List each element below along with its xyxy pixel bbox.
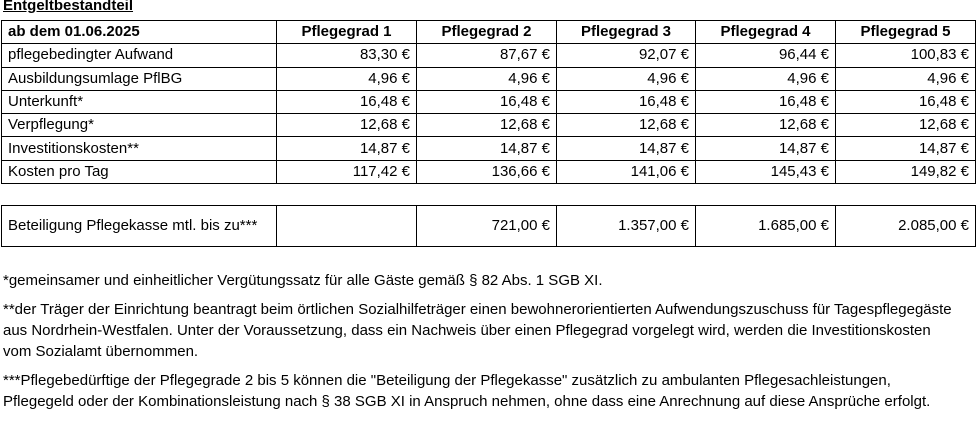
grade-header: Pflegegrad 3 xyxy=(557,21,696,44)
row-label: Kosten pro Tag xyxy=(2,160,277,183)
cell-value: 14,87 € xyxy=(277,137,417,160)
cell-value: 14,87 € xyxy=(557,137,696,160)
footnote-1: *gemeinsamer und einheitlicher Vergütungssatz für alle Gäste gemäß § 82 Abs. 1 SGB XI. xyxy=(3,272,603,289)
price-table xyxy=(1,20,976,184)
row-label: pflegebedingter Aufwand xyxy=(2,44,277,67)
cell-value: 87,67 € xyxy=(417,44,557,67)
cell-value: 4,96 € xyxy=(836,67,976,90)
contribution-table xyxy=(1,205,976,247)
section-heading: Entgeltbestandteil xyxy=(3,0,134,14)
table-row xyxy=(2,90,976,113)
table-row xyxy=(2,67,976,90)
cell-value: 83,30 € xyxy=(277,44,417,67)
cell-value: 96,44 € xyxy=(696,44,836,67)
cell-value: 145,43 € xyxy=(696,160,836,183)
table-row xyxy=(2,114,976,137)
cell-value: 2.085,00 € xyxy=(836,206,976,247)
cell-value: 136,66 € xyxy=(417,160,557,183)
cell-value: 141,06 € xyxy=(557,160,696,183)
row-label: Beteiligung Pflegekasse mtl. bis zu*** xyxy=(2,206,277,247)
grade-header: Pflegegrad 4 xyxy=(696,21,836,44)
cell-value: 12,68 € xyxy=(557,114,696,137)
cell-value: 16,48 € xyxy=(557,90,696,113)
contribution-row xyxy=(2,206,976,247)
table-row xyxy=(2,44,976,67)
cell-value: 16,48 € xyxy=(417,90,557,113)
cell-value: 16,48 € xyxy=(696,90,836,113)
date-header: ab dem 01.06.2025 xyxy=(2,21,277,44)
row-label: Ausbildungsumlage PflBG xyxy=(2,67,277,90)
cell-value: 16,48 € xyxy=(836,90,976,113)
cell-value: 12,68 € xyxy=(836,114,976,137)
grade-header: Pflegegrad 2 xyxy=(417,21,557,44)
cell-value: 100,83 € xyxy=(836,44,976,67)
cell-value: 4,96 € xyxy=(696,67,836,90)
table-header-row xyxy=(2,21,976,44)
cell-value: 117,42 € xyxy=(277,160,417,183)
price-table-body xyxy=(2,21,976,184)
row-label: Unterkunft* xyxy=(2,90,277,113)
cell-value: 14,87 € xyxy=(417,137,557,160)
cell-value xyxy=(277,206,417,247)
cell-value: 14,87 € xyxy=(696,137,836,160)
cell-value: 16,48 € xyxy=(277,90,417,113)
table-row xyxy=(2,137,976,160)
cell-value: 12,68 € xyxy=(417,114,557,137)
grade-header: Pflegegrad 1 xyxy=(277,21,417,44)
cell-value: 4,96 € xyxy=(417,67,557,90)
cell-value: 92,07 € xyxy=(557,44,696,67)
footnote-2: **der Träger der Einrichtung beantragt beim örtlichen Sozialhilfeträger einen bewohnerorientierten Aufwendungszuschuss für Tagespflegegäste aus Nordrhein-Westfalen. Unter der Voraussetzung, dass ein Nachweis über einen Pflegegrad vorgelegt wird, werden die Investitionskosten vom Sozialamt übernommen. xyxy=(3,301,952,360)
grade-header: Pflegegrad 5 xyxy=(836,21,976,44)
cell-value: 4,96 € xyxy=(277,67,417,90)
cell-value: 14,87 € xyxy=(836,137,976,160)
total-row xyxy=(2,160,976,183)
cell-value: 721,00 € xyxy=(417,206,557,247)
cell-value: 1.685,00 € xyxy=(696,206,836,247)
cell-value: 1.357,00 € xyxy=(557,206,696,247)
row-label: Investitionskosten** xyxy=(2,137,277,160)
footnote-3: ***Pflegebedürftige der Pflegegrade 2 bis 5 können die "Beteiligung der Pflegekasse" zusätzlich zu ambulanten Pflegesachleistungen, Pflegegeld oder der Kombinationsleistung nach § 38 SGB XI in Anspruch nehmen, ohne dass eine Anrechnung auf diese Ansprüche erfolgt. xyxy=(3,372,931,410)
cell-value: 149,82 € xyxy=(836,160,976,183)
contribution-table-body xyxy=(2,206,976,247)
cell-value: 12,68 € xyxy=(277,114,417,137)
cell-value: 12,68 € xyxy=(696,114,836,137)
footnotes xyxy=(3,270,963,420)
row-label: Verpflegung* xyxy=(2,114,277,137)
cell-value: 4,96 € xyxy=(557,67,696,90)
